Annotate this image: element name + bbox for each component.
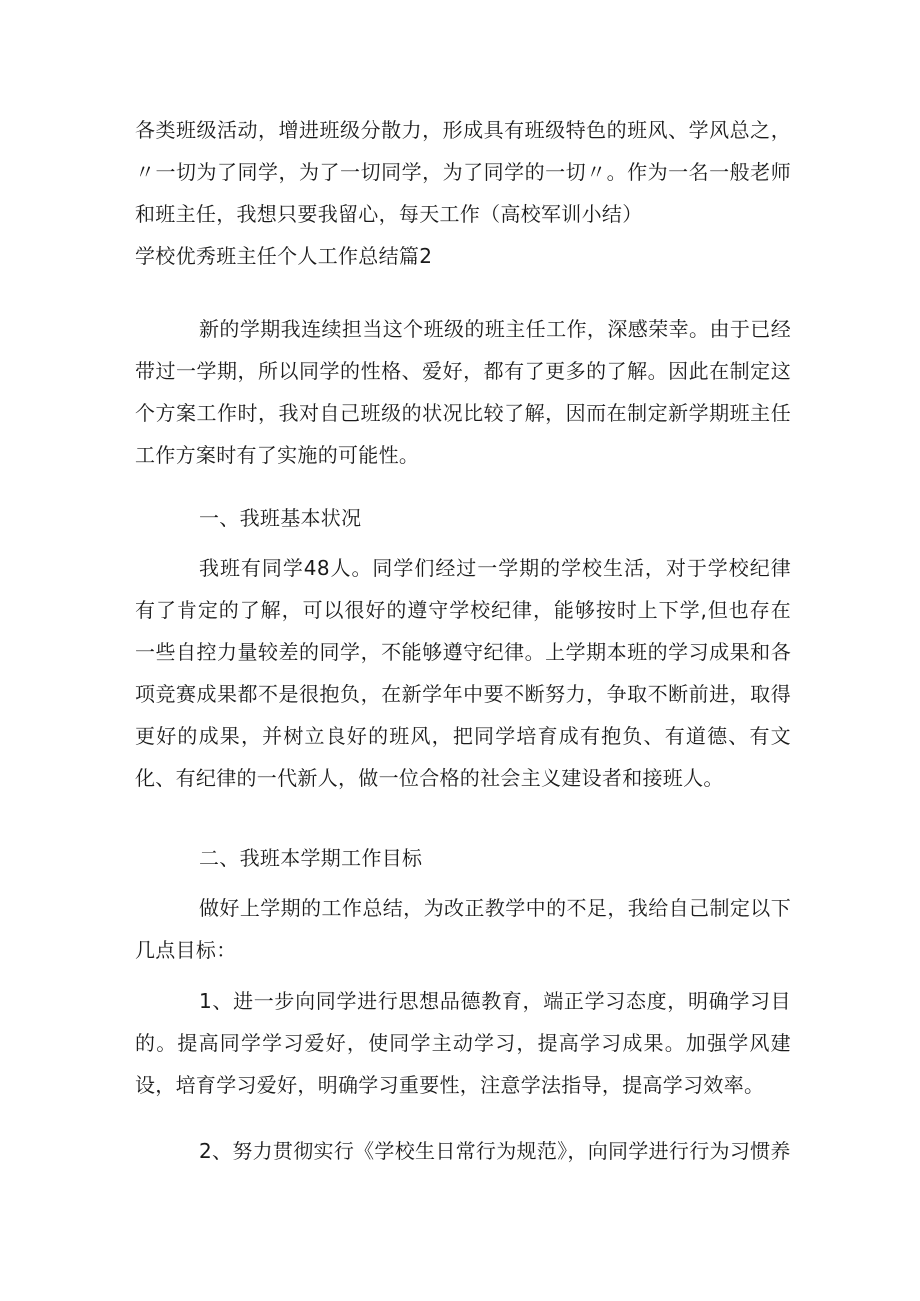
paragraph-goal-2: 2、努力贯彻实行《学校生日常行为规范》，向同学进行行为习惯养 — [199, 1139, 791, 1163]
subheading-semester-goals: 二、我班本学期工作目标 — [199, 846, 423, 870]
paragraph-goal-1: 1、进一步向同学进行思想品德教育，端正学习态度，明确学习目的。提高同学学习爱好，使同学主动学习，提高学习成果。加强学风建设，培育学习爱好，明确学习重要性，注意学法指导，提高学习效率。 — [135, 989, 791, 1097]
subheading-basic-situation: 一、我班基本状况 — [199, 506, 362, 530]
section-title: 学校优秀班主任个人工作总结篇2 — [135, 244, 433, 268]
paragraph-intro: 新的学期我连续担当这个班级的班主任工作，深感荣幸。由于已经带过一学期，所以同学的性格、爱好，都有了更多的了解。因此在制定这个方案工作时，我对自己班级的状况比较了解，因而在制定新学期班主任工作方案时有了实施的可能性。 — [135, 317, 791, 467]
paragraph-goals-intro: 做好上学期的工作总结，为改正教学中的不足，我给自己制定以下几点目标： — [135, 896, 791, 962]
intro-paragraph: 各类班级活动，增进班级分散力，形成具有班级特色的班风、学风总之，〃一切为了同学，为了一切同学，为了同学的一切〃。作为一名一般老师和班主任，我想只要我留心，每天工作（高校军训小结） — [135, 118, 791, 226]
paragraph-basic-situation: 我班有同学48人。同学们经过一学期的学校生活，对于学校纪律有了肯定的了解，可以很好的遵守学校纪律，能够按时上下学,但也存在一些自控力量较差的同学，不能够遵守纪律。上学期本班的学习成果和各项竞赛成果都不是很抱负，在新学年中要不断努力，争取不断前进，取得更好的成果，并树立良好的班风，把同学培育成有抱负、有道德、有文化、有纪律的一代新人，做一位合格的社会主义建设者和接班人。 — [135, 556, 791, 790]
